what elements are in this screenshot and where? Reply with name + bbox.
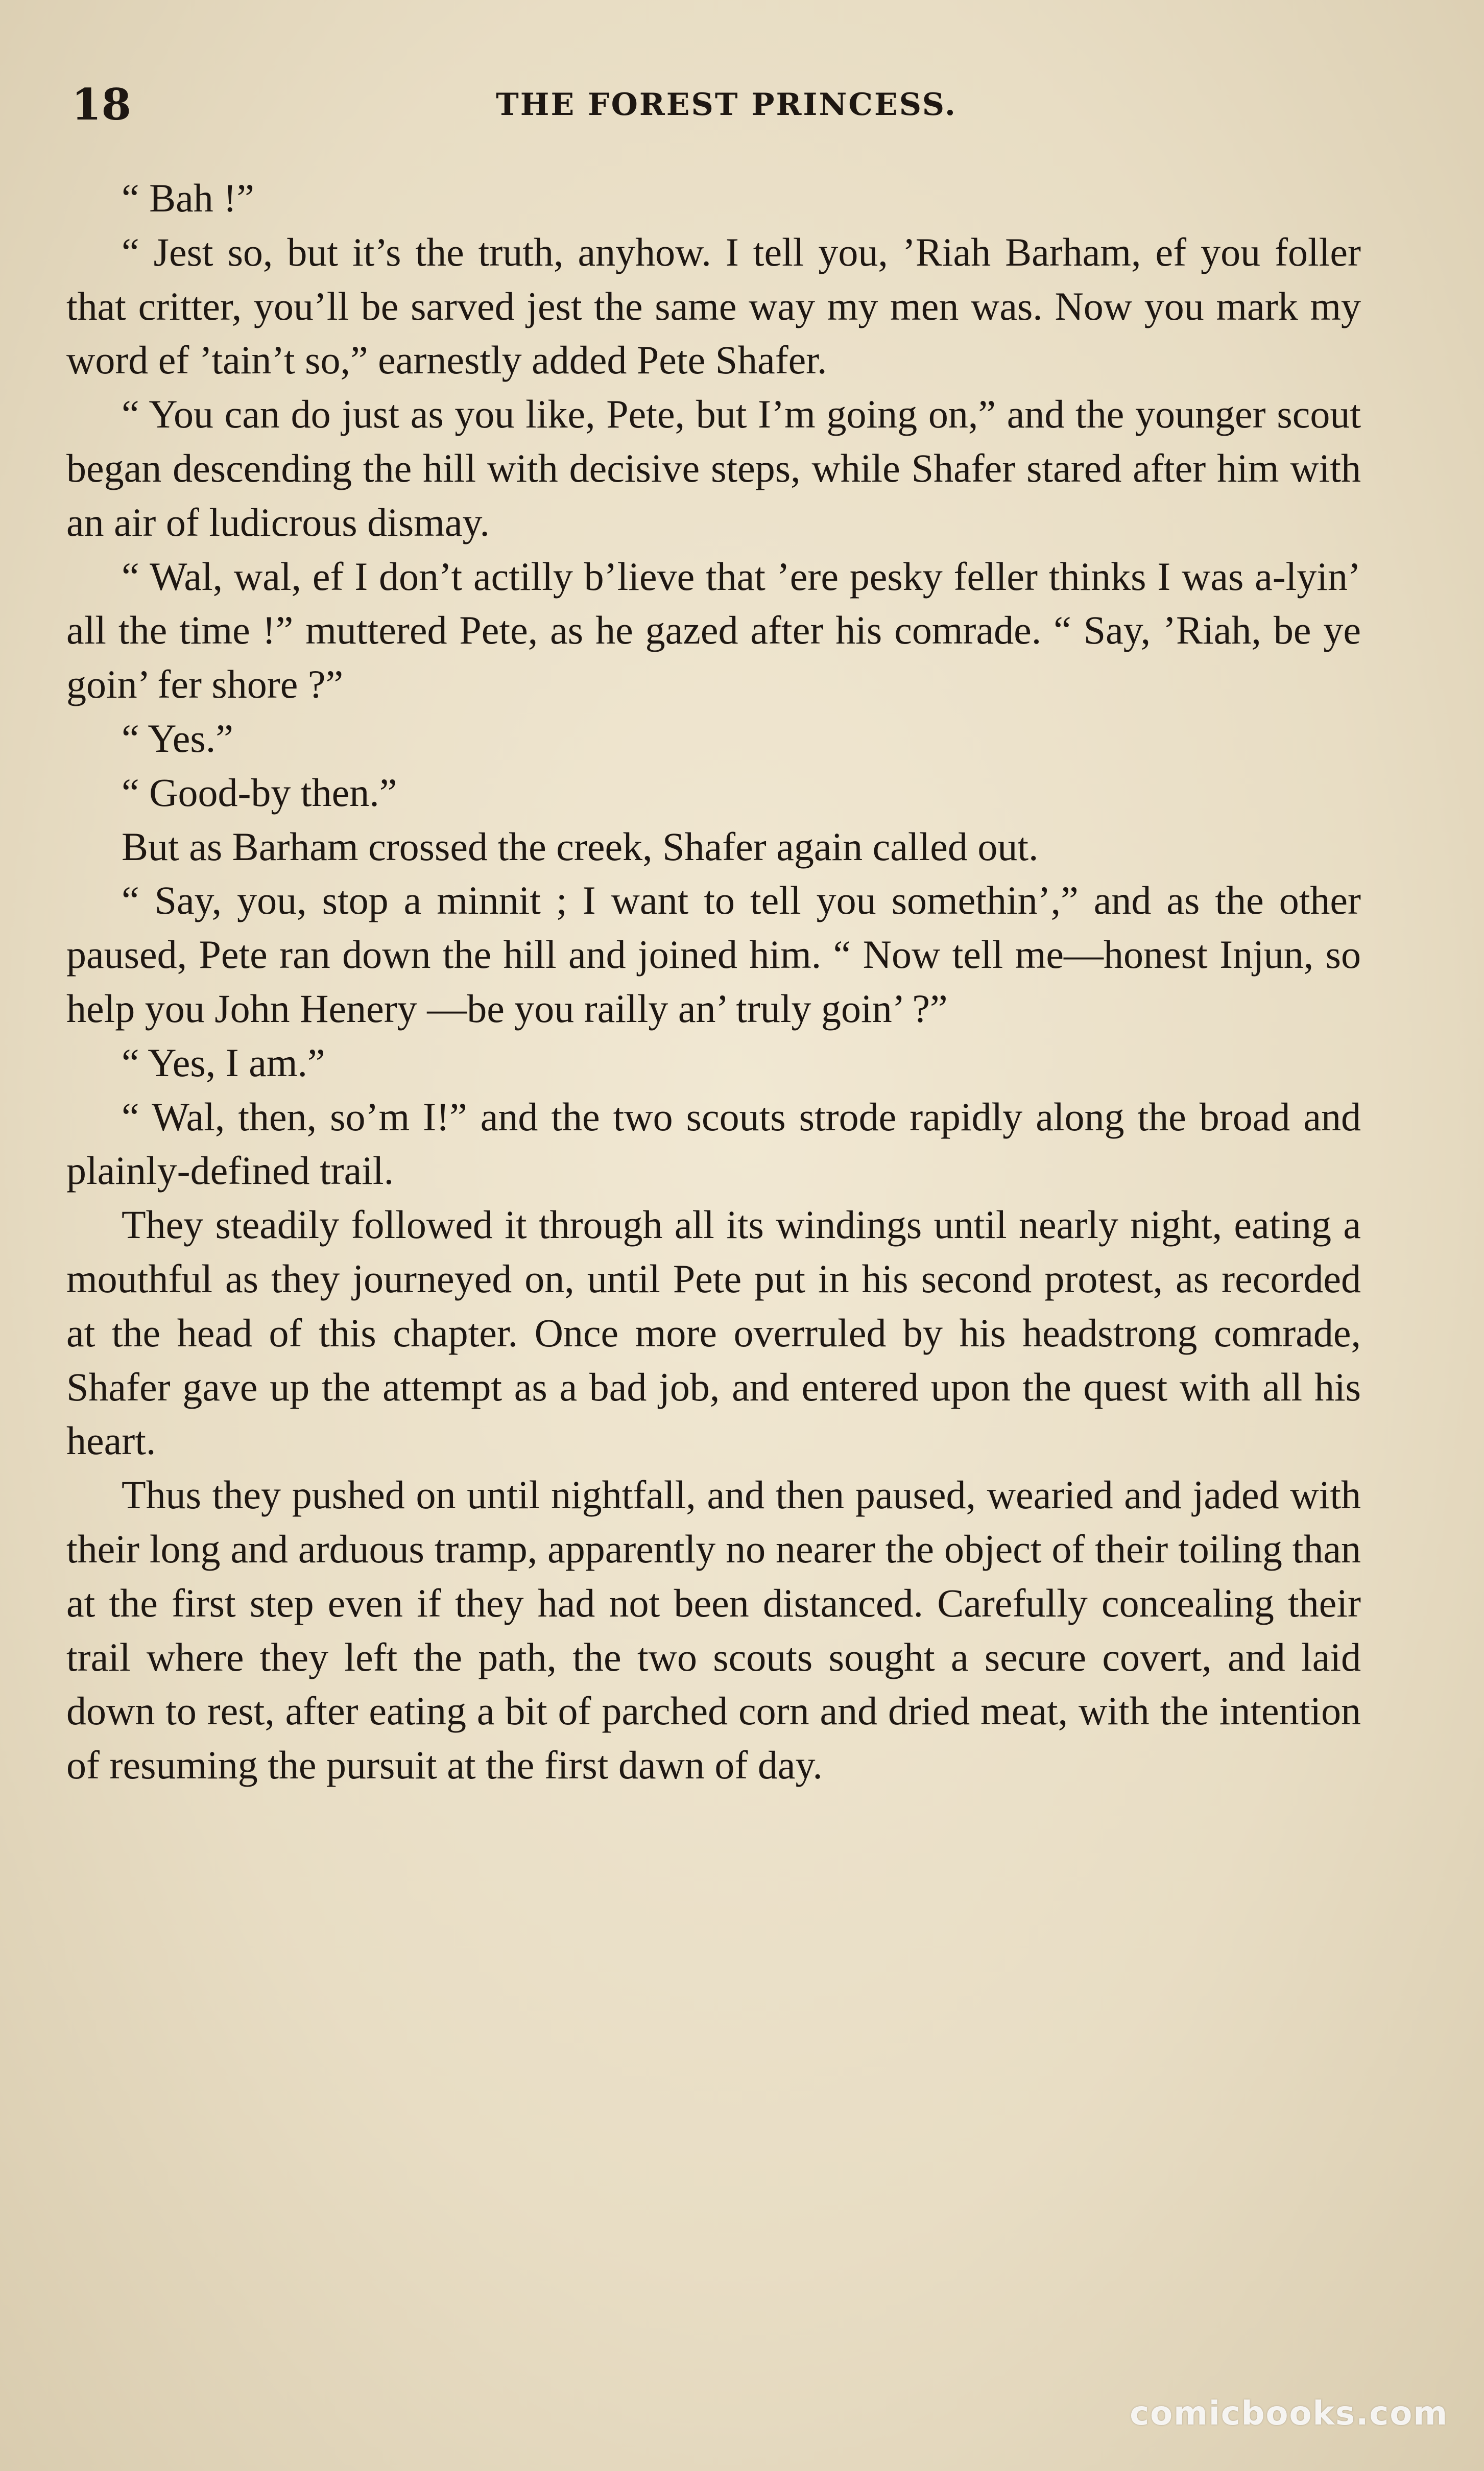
paragraph: But as Barham crossed the creek, Shafer again called out. <box>122 824 1039 869</box>
paragraph: “ Say, you, stop a minnit ; I want to tell you somethin’,” and as the other paused, Pete ran down the hill and joined him. “ Now tell me—honest Injun, so help you John Henery —be you railly an’ truly goin’ ?” <box>66 878 1361 1031</box>
paragraph: Thus they pushed on until nightfall, and then paused, wearied and jaded with their long and arduous tramp, apparently no nearer the object of their toiling than at the first step even if they had not been distanced. Carefully concealing their trail where they left the path, the two scouts sought a secure covert, and laid down to rest, after eating a bit of parched corn and dried meat, with the intention of resuming the pursuit at the first dawn of day. <box>66 1472 1361 1788</box>
watermark-text: comicbooks.com <box>1130 2395 1448 2433</box>
body-text <box>66 171 1361 1792</box>
paragraph: “ Yes.” <box>122 716 233 761</box>
page-number: 18 <box>71 79 131 130</box>
paragraph: They steadily followed it through all its windings until nearly night, eating a mouthful as they journeyed on, until Pete put in his second protest, as recorded at the head of this chapter. Once more overruled by his headstrong comrade, Shafer gave up the attempt as a bad job, and entered upon the quest with all his heart. <box>66 1202 1361 1463</box>
paragraph: “ Good-by then.” <box>122 770 397 815</box>
paragraph: “ Bah !” <box>122 176 254 220</box>
running-title: THE FOREST PRINCESS. <box>496 87 957 123</box>
page-header <box>71 77 1361 133</box>
paragraph: “ Yes, I am.” <box>122 1040 325 1085</box>
paragraph: “ Wal, wal, ef I don’t actilly b’lieve that ’ere pesky feller thinks I was a-lyin’ all the time !” muttered Pete, as he gazed after his comrade. “ Say, ’Riah, be ye goin’ fer shore ?” <box>66 554 1361 707</box>
paragraph: “ Jest so, but it’s the truth, anyhow. I tell you, ’Riah Barham, ef you foller that critter, you’ll be sarved jest the same way my men was. Now you mark my word ef ’tain’t so,” earnestly added Pete Shafer. <box>66 229 1361 383</box>
paragraph: “ You can do just as you like, Pete, but I’m going on,” and the younger scout began descending the hill with decisive steps, while Shafer stared after him with an air of ludicrous dismay. <box>66 392 1361 544</box>
paragraph: “ Wal, then, so’m I!” and the two scouts strode rapidly along the broad and plainly-defined trail. <box>66 1094 1361 1193</box>
